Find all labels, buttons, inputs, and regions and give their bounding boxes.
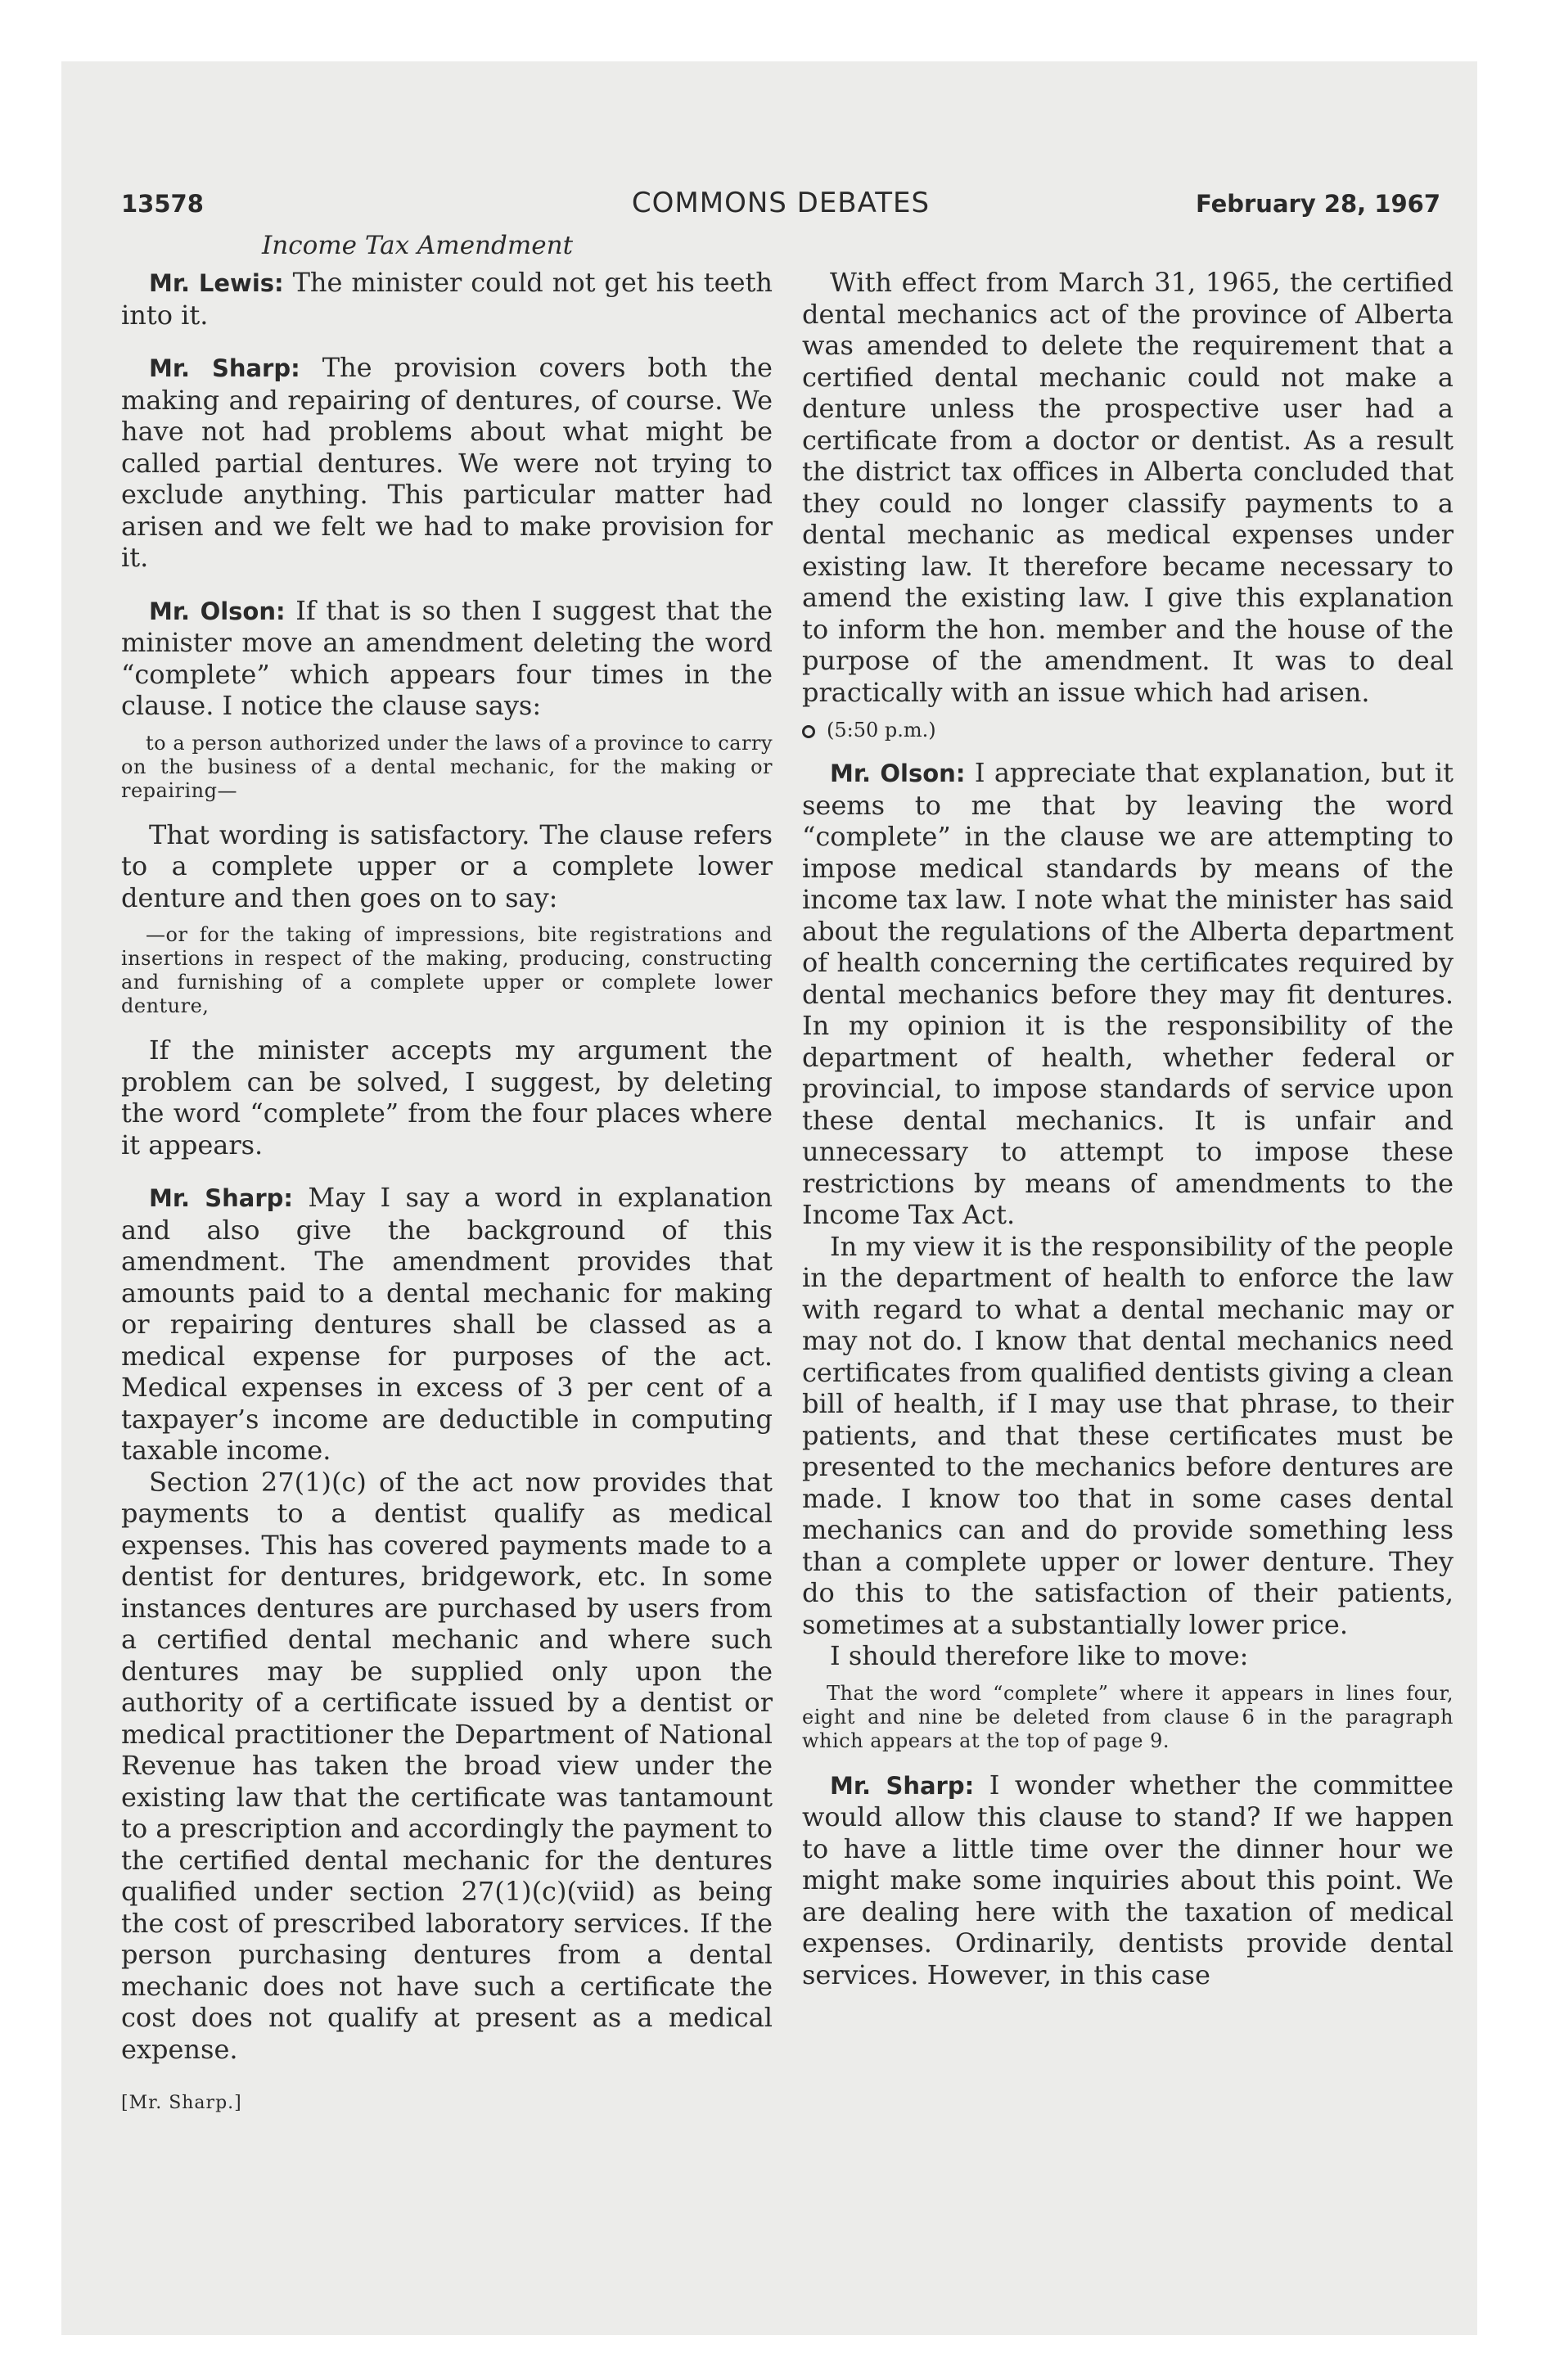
paragraph-text: The provision covers both the making and repairing of dentures, of course. We have not had problems about what might be called partial dentures. We were not trying to exclude anything. This particular matter had arisen and we felt we had to make provision for it. [121,352,773,573]
speaker-name: Mr. Olson: [149,597,286,625]
right-column [802,267,1454,1990]
speaker-name: Mr. Sharp: [149,354,300,382]
left-column [121,267,773,2113]
paragraph [121,267,773,331]
paragraph [121,595,773,722]
page-number: 13578 [121,190,204,218]
paragraph [121,352,773,574]
paragraph [121,1182,773,1467]
paragraph-text: I appreciate that explanation, but it seems to me that by leaving the word “complete” in the clause we are attempting to impose medical standards by means of the income tax law. I note what the minister has said about the regulations of the Alberta department of health concerning the certificates required by dental mechanics before they may fit dentures. In my opinion it is the responsibility of the department of health, whether federal or provincial, to impose standards of service upon these dental mechanics. It is unfair and unnecessary to attempt to impose these restrictions by means of amendments to the Income Tax Act. [802,757,1454,1230]
quoted-clause: to a person authorized under the laws of a province to carry on the business of a dental mechanic, for the making or repairing— [121,731,773,802]
publication-title: COMMONS DEBATES [631,187,931,219]
speaker-name: Mr. Olson: [830,760,966,787]
paragraph: In my view it is the responsibility of the people in the department of health to enforce the law with regard to what a dental mechanic may or may not do. I know that dental mechanics need certificates from qualified dentists giving a clean bill of health, if I may use that phrase, to their patients, and that these certificates must be presented to the mechanics before dentures are made. I know too that in some cases dental mechanics can and do provide something less than a complete upper or lower denture. They do this to the satisfaction of their patients, sometimes at a substantially lower price. [802,1230,1454,1640]
section-subtitle: Income Tax Amendment [262,231,574,260]
paragraph-text: If that is so then I suggest that the minister move an amendment deleting the word “complete” which appears four times in the clause. I notice the clause says: [121,594,773,721]
paragraph-text: May I say a word in explanation and also give the background of this amendment. The amendment provides that amounts paid to a dental mechanic for making or repairing dentures shall be classed as a medical expense for purposes of the act. Medical expenses in excess of 3 per cent of a taxpayer’s income are deductible in computing taxable income. [121,1182,773,1466]
paragraph [802,757,1454,1231]
page-footer: [Mr. Sharp.] [121,2093,242,2113]
paragraph-text: I wonder whether the committee would allow this clause to stand? If we happen to have a little time over the dinner hour we might make some inquiries about this point. We are dealing here with the taxation of medical expenses. Ordinarily, dentists provide dental services. However, in this case [802,1769,1454,1990]
page-header [121,187,1440,231]
speaker-name: Mr. Sharp: [830,1771,975,1800]
bullet-icon [802,725,815,738]
paragraph: I should therefore like to move: [830,1640,1249,1671]
paragraph: That wording is satisfactory. The clause refers to a complete upper or a complete lower denture and then goes on to say: [121,818,773,913]
paragraph: Section 27(1)(c) of the act now provides that payments to a dentist qualify as medical expenses. This has covered payments made to a dentist for dentures, bridgework, etc. In some instances dentures are purchased by users from a certified dental mechanic and where such dentures may be supplied only upon the authority of a certificate issued by a dentist or medical practitioner the Department of National Revenue has taken the broad view under the existing law that the certificate was tantamount to a prescription and accordingly the payment to the certified dental mechanic for the dentures qualified under section 27(1)(c)(viid) as being the cost of prescribed laboratory services. If the person purchasing dentures from a dental mechanic does not have such a certificate the cost does not qualify at present as a medical expense. [121,1466,773,2065]
time-text: (5:50 p.m.) [827,719,936,741]
speaker-name: Mr. Lewis: [149,269,284,297]
paragraph: With effect from March 31, 1965, the certified dental mechanics act of the province of Alberta was amended to delete the requirement that a certified dental mechanic could not make a denture unless the prospective user had a certificate from a doctor or dentist. As a result the district tax offices in Alberta concluded that they could no longer classify payments to a dental mechanic as medical expenses under existing law. It therefore became necessary to amend the existing law. I give this explanation to inform the hon. member and the house of the purpose of the amendment. It was to deal practically with an issue which had arisen. [802,267,1454,708]
page-date: February 28, 1967 [1195,190,1440,218]
quoted-motion: That the word “complete” where it appears in lines four, eight and nine be deleted from clause 6 in the paragraph which appears at the top of page 9. [802,1681,1454,1752]
speaker-name: Mr. Sharp: [149,1184,294,1212]
paragraph: If the minister accepts my argument the problem can be solved, I suggest, by deleting the word “complete” from the four places where it appears. [121,1034,773,1161]
paragraph [802,1769,1454,1991]
timestamp [802,718,1454,742]
paragraph-text: The minister could not get his teeth into it. [121,267,773,331]
quoted-clause: —or for the taking of impressions, bite registrations and insertions in respect of the making, producing, constructing and furnishing of a complete upper or complete lower denture, [121,923,773,1017]
